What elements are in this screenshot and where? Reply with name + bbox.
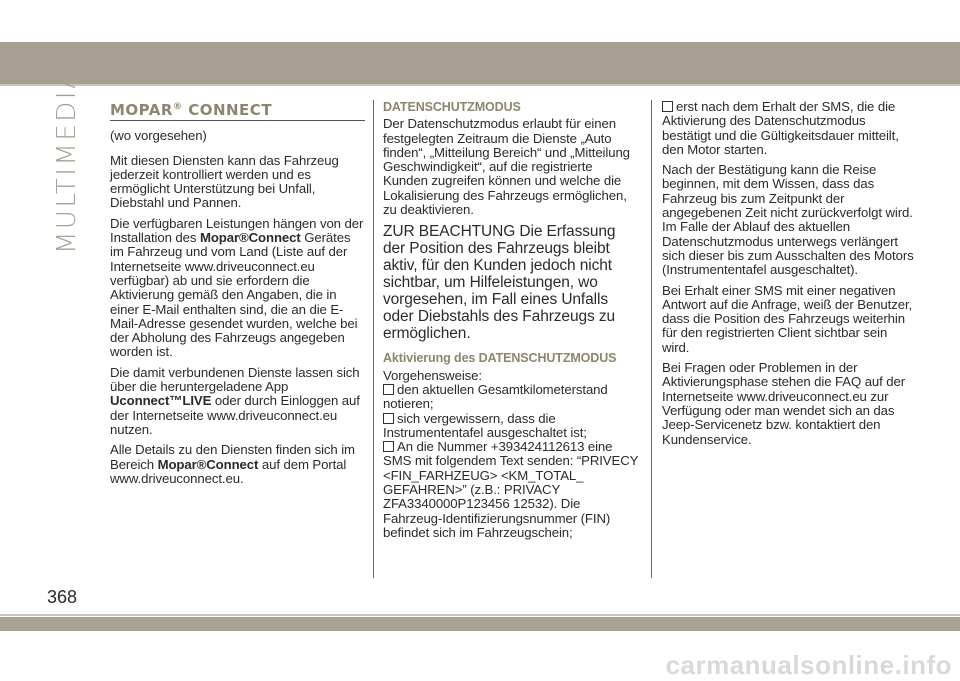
list-item: den aktuellen Gesamtkilometerstand notieren; <box>383 381 608 412</box>
paragraph: Die damit verbundenen Dienste lassen sich über die heruntergeladene App Uconnect™LIVE oder durch Einloggen auf der Internetseite www.driveuconnect.eu nutzen. <box>110 364 360 437</box>
heading-datenschutzmodus: DATENSCHUTZMODUS <box>383 100 521 114</box>
checkbox-bullet-icon <box>383 441 394 452</box>
footer-band <box>0 617 960 631</box>
heading-aktivierung: Aktivierung des DATENSCHUTZMODUS <box>383 351 617 366</box>
watermark: carmanualsonline.info <box>665 650 952 680</box>
section-label: MULTIMEDIA <box>52 68 82 254</box>
footer-rule <box>0 614 960 616</box>
header-band <box>0 42 960 84</box>
checkbox-bullet-icon <box>383 413 394 424</box>
page-number: 368 <box>47 587 78 607</box>
section-tab <box>52 68 92 294</box>
checkbox-bullet-icon <box>383 384 394 395</box>
column-3 <box>662 100 918 453</box>
section-title: MOPAR® CONNECT <box>110 100 365 121</box>
intro-text: Vorgehensweise: <box>383 367 482 383</box>
paragraph: Mit diesen Diensten kann das Fahrzeug jederzeit kontrolliert werden und es ermöglicht Unterstützung bei Unfall, Diebstahl und Pannen. <box>110 152 339 211</box>
column-divider <box>373 100 374 578</box>
column-2 <box>383 100 639 540</box>
paragraph: Bei Erhalt einer SMS mit einer negativen Antwort auf die Anfrage, weiß der Benutzer, dass die Position des Fahrzeugs weiterhin für den registrierten Client sichtbar sein wird. <box>662 282 913 355</box>
list-item: sich vergewissern, dass die Instrumententafel ausgeschaltet ist; <box>383 410 587 440</box>
paragraph: Die verfügbaren Leistungen hängen von der Installation des Mopar®Connect Gerätes im Fahrzeug und vom Land (Liste auf der Internetseite www.driveuconnect.eu verfügbar) ab und sie erfordern die Aktivierung gemäß den Angaben, die in einer E-Mail enthalten sind, die an die E-Mail-Adresse gesendet wurden, welche bei der Abholung des Fahrzeugs angegeben worden ist. <box>110 215 364 360</box>
note: ZUR BEACHTUNG Die Erfassung der Position des Fahrzeugs bleibt aktiv, für den Kunden jedoch nicht sichtbar, um Hilfeleistungen, wo vorgesehen, im Fall eines Unfalls oder Diebstahls des Fahrzeugs zu ermöglichen. <box>383 223 616 343</box>
checkbox-bullet-icon <box>662 101 673 112</box>
subtitle: (wo vorgesehen) <box>110 128 207 144</box>
list-item: erst nach dem Erhalt der SMS, die die Aktivierung des Datenschutzmodus bestätigt und die Gültigkeitsdauer mitteilt, den Motor starten. <box>662 99 899 157</box>
paragraph: Alle Details zu den Diensten finden sich im Bereich Mopar®Connect auf dem Portal www.driveuconnect.eu. <box>110 442 355 486</box>
paragraph: Bei Fragen oder Problemen in der Aktivierungsphase stehen die FAQ auf der Internetseite www.driveuconnect.eu zur Verfügung oder man wendet sich an das Jeep-Servicenetz bzw. kontaktiert den Kundenservice. <box>662 360 906 447</box>
column-1 <box>110 100 365 492</box>
list-item: An die Nummer +393424112613 eine SMS mit folgendem Text senden: “PRIVECY <FIN_FARHZEUG> <KM_TOTAL_ GEFAHREN>” (z.B.: PRIVACY ZFA3340000P123456 12532). Die Fahrzeug-Identifizierungsnummer (FIN) befindet sich im Fahrzeugschein; <box>383 439 639 540</box>
paragraph: Nach der Bestätigung kann die Reise beginnen, mit dem Wissen, dass das Fahrzeug bis zum Zeitpunkt der angegebenen Zeit nicht zurückverfolgt wird. Im Falle der Ablauf des aktuellen Datenschutzmodus unterwegs verlängert sich dieser bis zum Ausschalten des Motors (Instrumententafel ausgeschaltet). <box>662 162 914 278</box>
column-divider <box>651 100 652 578</box>
paragraph: Der Datenschutzmodus erlaubt für einen festgelegten Zeitraum die Dienste „Auto finden“, „Mitteilung Bereich“ und „Mitteilung Geschwindigkeit“, auf die registrierte Kunden zugreifen können und welche die Lokalisierung des Fahrzeugs ermöglichen, zu deaktivieren. <box>383 116 630 218</box>
header-rule <box>0 84 960 86</box>
